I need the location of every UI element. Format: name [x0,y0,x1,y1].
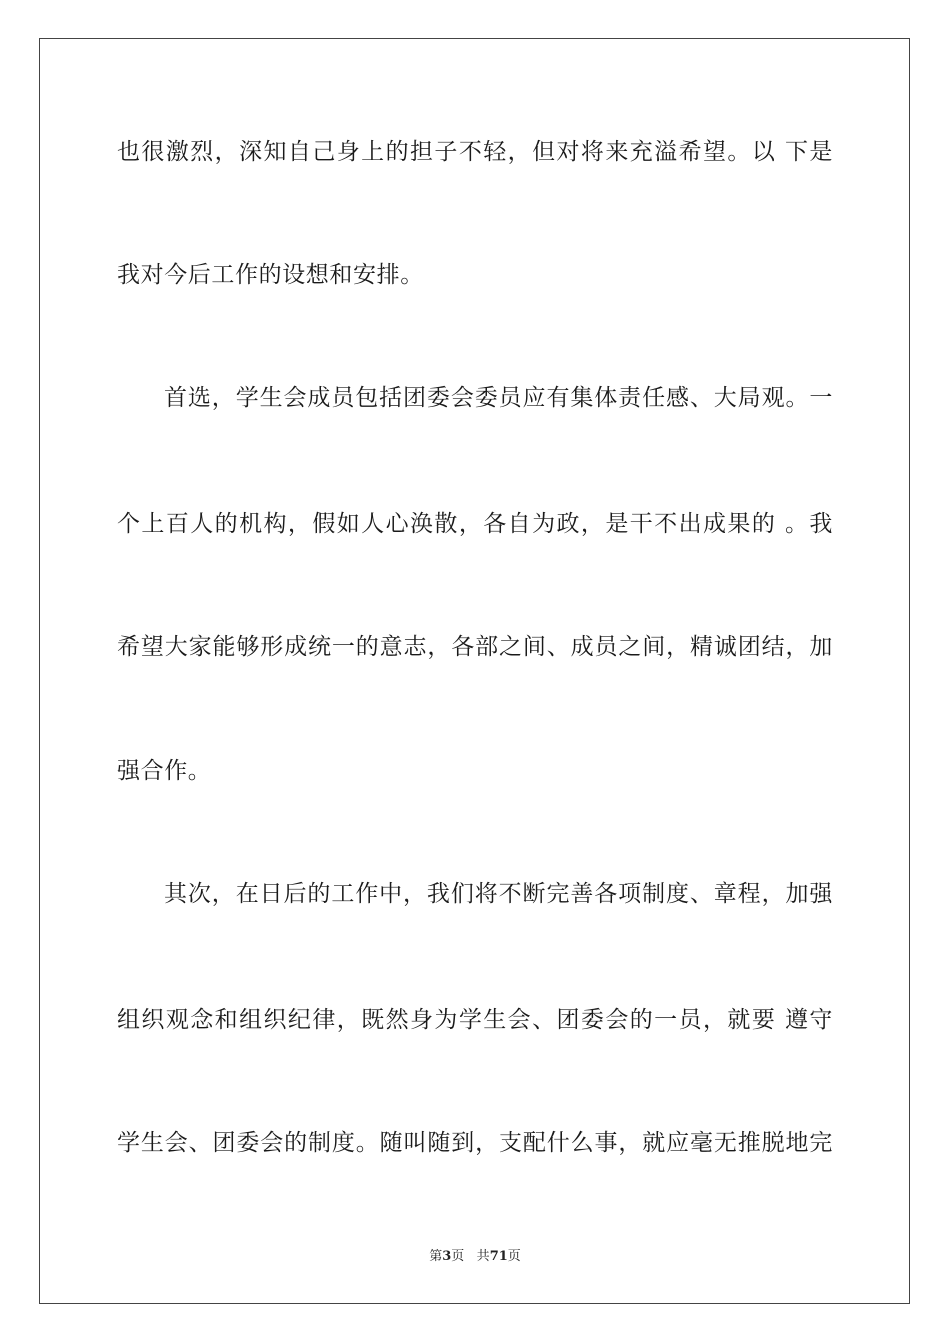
body-text-line: 学生会、团委会的制度。随叫随到，支配什么事，就应毫无推脱地完 [117,1130,833,1156]
body-text-line: 首选，学生会成员包括团委会委员应有集体责任感、大局观。一 [164,385,833,411]
body-text-line: 希望大家能够形成统一的意志，各部之间、成员之间，精诚团结，加 [117,634,833,660]
page-suffix: 页 [451,1249,465,1264]
body-text-line: 其次，在日后的工作中，我们将不断完善各项制度、章程，加强 [164,881,833,907]
page-prefix: 第 [429,1249,443,1264]
total-prefix: 共 [476,1249,490,1264]
total-pages: 71 [489,1249,508,1264]
page-number: 3 [442,1249,452,1264]
page-footer [0,1248,950,1266]
body-text-line: 组织观念和组织纪律，既然身为学生会、团委会的一员，就要 遵守 [117,1007,833,1033]
body-text-line: 强合作。 [117,758,212,784]
page-border [39,38,910,1304]
body-text-line: 个上百人的机构，假如人心涣散，各自为政，是干不出成果的 。我 [117,511,833,537]
body-text-line: 我对今后工作的设想和安排。 [117,262,424,288]
body-text-line: 也很激烈，深知自己身上的担子不轻，但对将来充溢希望。以 下是 [117,139,833,165]
total-suffix: 页 [507,1249,521,1264]
